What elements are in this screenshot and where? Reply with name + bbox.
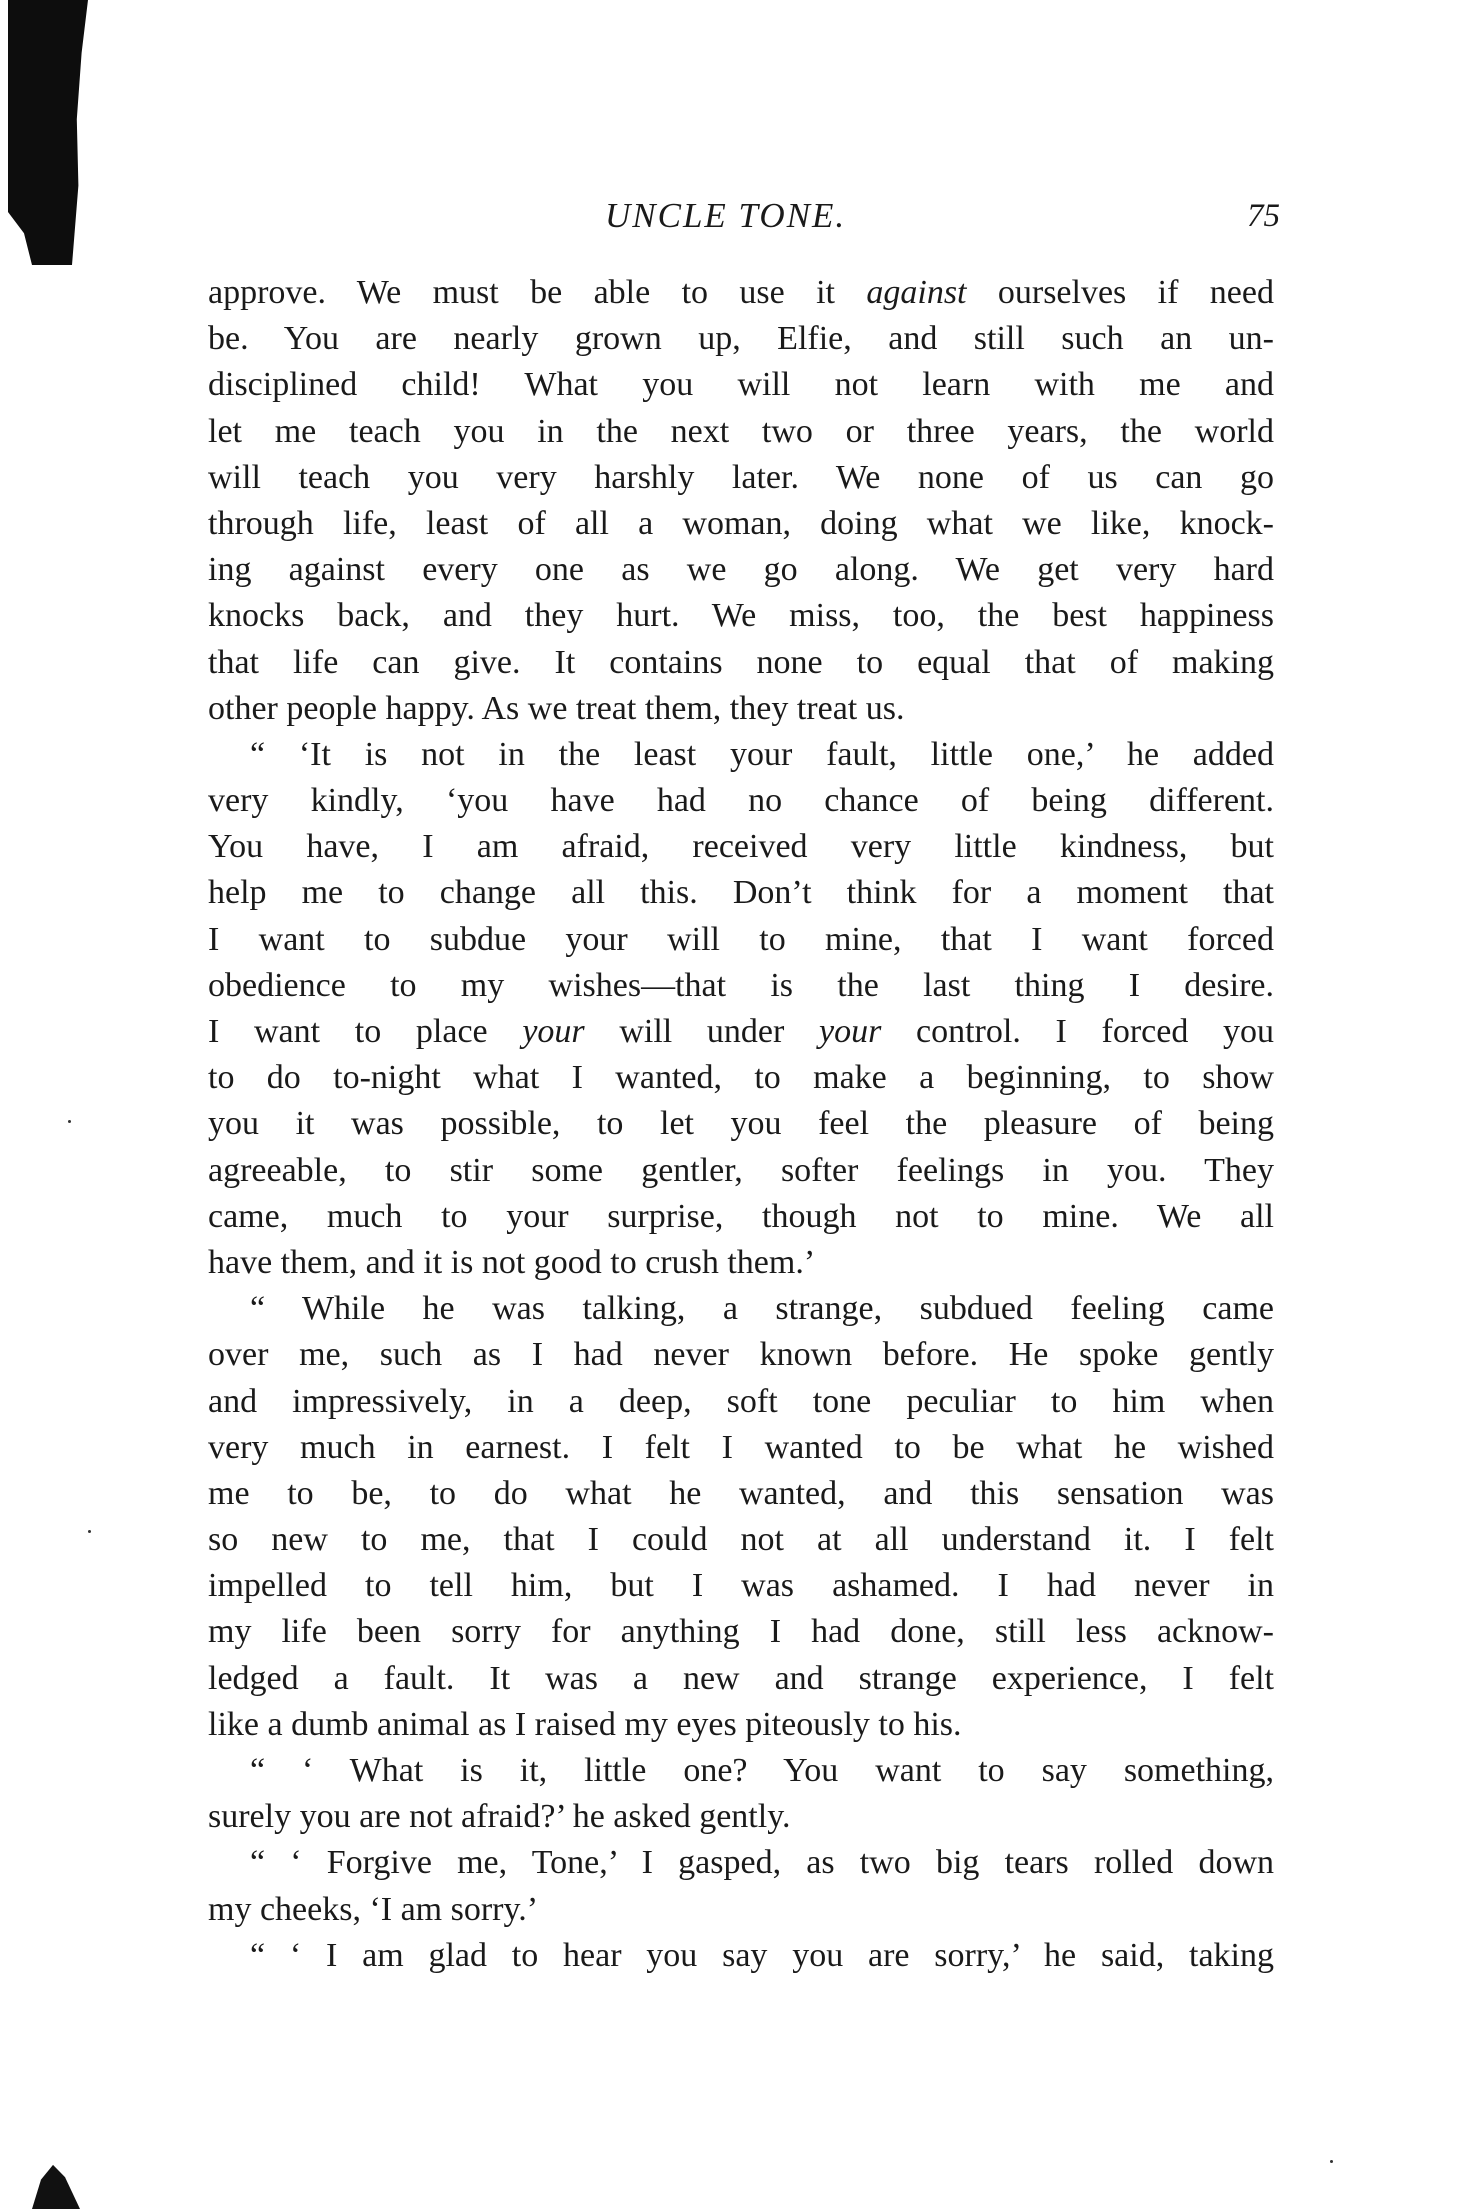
text-line	[208, 1887, 1274, 1933]
text-line-content: through life, least of all a woman, doing what we like, knock-	[208, 504, 1274, 542]
text-line-content: very much in earnest. I felt I wanted to be what he wished	[208, 1428, 1274, 1466]
text-line-content: me to be, to do what he wanted, and this sensation was	[208, 1474, 1274, 1512]
scan-speck	[88, 1530, 91, 1533]
text-line	[208, 547, 1274, 593]
text-line-content: over me, such as I had never known before. He spoke gently	[208, 1336, 1274, 1374]
text-line-content: came, much to your surprise, though not to mine. We all	[208, 1197, 1274, 1235]
text-line	[208, 640, 1274, 686]
body-text	[208, 270, 1274, 1979]
text-line	[208, 1194, 1274, 1240]
text-line	[208, 1471, 1274, 1517]
text-line	[208, 1332, 1274, 1378]
text-line	[208, 1009, 1274, 1055]
text-line-content: my cheeks, ‘I am sorry.’	[208, 1890, 539, 1928]
text-line-content: you it was possible, to let you feel the pleasure of being	[208, 1105, 1274, 1143]
text-line	[208, 270, 1274, 316]
text-line-content: surely you are not afraid?’ he asked gently.	[208, 1798, 791, 1836]
text-line-content: knocks back, and they hurt. We miss, too, the best happiness	[208, 597, 1274, 635]
text-line-content: have them, and it is not good to crush them.’	[208, 1243, 816, 1281]
text-line-content: to do to-night what I wanted, to make a beginning, to show	[208, 1059, 1274, 1097]
text-line-content: impelled to tell him, but I was ashamed. I had never in	[208, 1567, 1274, 1605]
text-line	[208, 1609, 1274, 1655]
text-line	[208, 963, 1274, 1009]
text-line-content: and impressively, in a deep, soft tone peculiar to him when	[208, 1382, 1274, 1420]
text-line	[208, 1656, 1274, 1702]
text-line-content: very kindly, ‘you have had no chance of being different.	[208, 782, 1274, 820]
scan-edge-shadow-bottom	[20, 2160, 80, 2209]
text-line-content: obedience to my wishes—that is the last thing I desire.	[208, 966, 1274, 1004]
text-line-content: ing against every one as we go along. We get very hard	[208, 551, 1274, 589]
text-line	[208, 1517, 1274, 1563]
text-line	[208, 686, 1274, 732]
text-line	[208, 362, 1274, 408]
text-line-content: agreeable, to stir some gentler, softer feelings in you. They	[208, 1151, 1274, 1189]
text-line-content: let me teach you in the next two or three years, the world	[208, 412, 1274, 450]
text-line-content: other people happy. As we treat them, they treat us.	[208, 689, 905, 727]
text-line	[208, 1286, 1274, 1332]
text-line	[208, 1055, 1274, 1101]
text-line	[208, 1240, 1274, 1286]
text-line	[208, 1148, 1274, 1194]
text-line	[208, 1425, 1274, 1471]
text-segment: I want to place	[208, 1013, 523, 1050]
emphasis-text: against	[866, 274, 967, 311]
text-line-content: “ ‘It is not in the least your fault, little one,’ he added	[250, 735, 1274, 773]
text-line	[208, 917, 1274, 963]
text-line	[208, 316, 1274, 362]
text-line	[208, 870, 1274, 916]
running-head	[210, 190, 1280, 240]
scan-edge-shadow-top	[8, 0, 88, 265]
text-line	[208, 1702, 1274, 1748]
text-line-content: will teach you very harshly later. We none of us can go	[208, 458, 1274, 496]
text-line-content: like a dumb animal as I raised my eyes piteously to his.	[208, 1705, 962, 1743]
text-line	[208, 778, 1274, 824]
text-line-content: disciplined child! What you will not learn with me and	[208, 366, 1274, 404]
scan-speck	[68, 1120, 71, 1123]
text-segment: will under	[584, 1013, 819, 1050]
text-line-content: that life can give. It contains none to equal that of making	[208, 643, 1274, 681]
text-line-content: “ ‘ I am glad to hear you say you are sorry,’ he said, taking	[250, 1936, 1274, 1974]
text-line-content: You have, I am afraid, received very little kindness, but	[208, 828, 1274, 866]
text-line-content: “ ‘ What is it, little one? You want to say something,	[250, 1752, 1274, 1789]
text-line-content: so new to me, that I could not at all understand it. I felt	[208, 1521, 1274, 1559]
page-number: 75	[1247, 198, 1280, 234]
text-line	[208, 1933, 1274, 1979]
emphasis-text: your	[819, 1013, 882, 1050]
text-line	[208, 732, 1274, 778]
running-title: UNCLE TONE.	[605, 196, 847, 235]
text-line	[208, 409, 1274, 455]
text-line-content: ledged a fault. It was a new and strange experience, I felt	[208, 1659, 1274, 1697]
text-line	[208, 455, 1274, 501]
text-line-content: “ ‘ Forgive me, Tone,’ I gasped, as two big tears rolled down	[250, 1844, 1274, 1882]
text-line	[208, 501, 1274, 547]
text-line-content: help me to change all this. Don’t think for a moment that	[208, 874, 1274, 912]
text-line-content: I want to subdue your will to mine, that I want forced	[208, 920, 1274, 958]
text-segment: ourselves if need	[966, 274, 1274, 311]
text-segment: control. I forced you	[881, 1013, 1274, 1050]
text-line-content: be. You are nearly grown up, Elfie, and still such an un-	[208, 320, 1274, 358]
text-line	[208, 1840, 1274, 1886]
emphasis-text: your	[522, 1013, 585, 1050]
scan-speck	[1330, 2160, 1333, 2163]
text-line	[208, 1563, 1274, 1609]
text-segment: approve. We must be able to use it	[208, 274, 867, 311]
text-line	[208, 824, 1274, 870]
text-line	[208, 1379, 1274, 1425]
text-line	[208, 1101, 1274, 1147]
text-line-content: my life been sorry for anything I had done, still less acknow-	[208, 1613, 1274, 1651]
text-line	[208, 593, 1274, 639]
text-line	[208, 1748, 1274, 1794]
text-line	[208, 1794, 1274, 1840]
text-line-content: “ While he was talking, a strange, subdued feeling came	[250, 1290, 1274, 1328]
